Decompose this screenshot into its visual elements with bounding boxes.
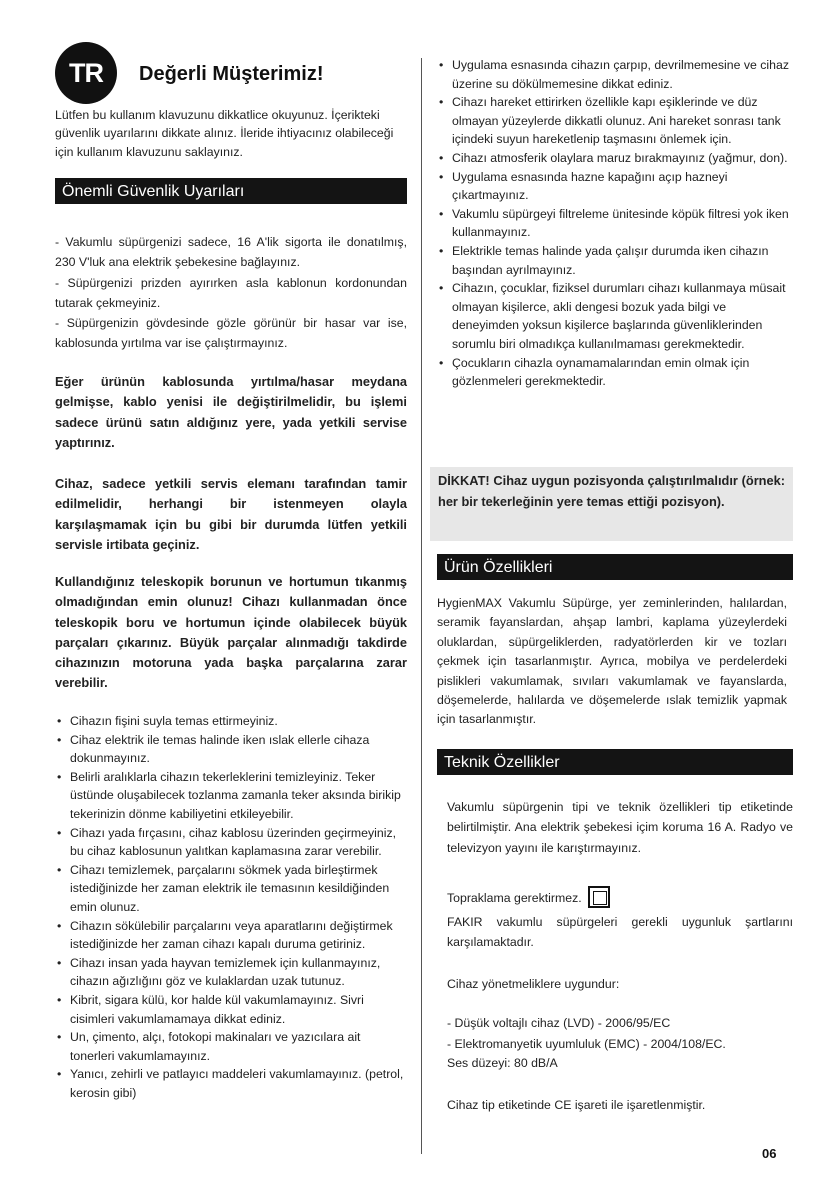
safety-heading: Önemli Güvenlik Uyarıları: [55, 178, 407, 204]
language-badge: TR: [55, 42, 117, 104]
conformity-text: FAKIR vakumlu süpürgeleri gerekli uygunluk şartlarını karşılamaktadır.: [447, 915, 793, 950]
lvd-line: - Düşük voltajlı cihaz (LVD) - 2006/95/EC: [447, 1016, 671, 1030]
list-item: • Cihazı yada fırçasını, cihaz kablosu üzerinden geçirmeyiniz, bu cihaz kablosunun yalıtkan kaplamasına zarar verebilir.: [55, 824, 407, 861]
safety-bullets-left: [55, 712, 407, 1102]
list-item: • Elektrikle temas halinde yada çalışır durumda iken cihazın başından ayrılmayınız.: [437, 242, 793, 279]
intro-paragraph: Lütfen bu kullanım klavuzunu dikkatlice okuyunuz. İçerikteki güvenlik uyarılarını dikkate alınız. İleride ihtiyacınız olabileceği için kullanım klavuzunu saklayınız.: [55, 108, 394, 159]
directives-intro: Cihaz yönetmeliklere uygundur:: [447, 977, 620, 991]
column-divider: [421, 58, 422, 1154]
notice-box: DİKKAT! Cihaz uygun pozisyonda çalıştırılmalıdır (örnek: her bir tekerleğinin yere temas ettiği pozisyon).: [430, 467, 793, 541]
list-item: • Çocukların cihazla oynamamalarından emin olmak için gözlenmeleri gerekmektedir.: [437, 354, 793, 391]
list-item: • Yanıcı, zehirli ve patlayıcı maddeleri vakumlamayınız. (petrol, kerosin gibi): [55, 1065, 407, 1102]
list-item: • Un, çimento, alçı, fotokopi makinaları ve yazıcılara ait tonerleri vakumlamayınız.: [55, 1028, 407, 1065]
class-ii-icon: [588, 886, 610, 908]
list-item: • Cihazı insan yada hayvan temizlemek için kullanmayınız, cihazın ağızlığını göz ve kulaklardan uzak tutunuz.: [55, 954, 407, 991]
page-number: 06: [762, 1146, 777, 1161]
list-item: • Belirli aralıklarla cihazın tekerleklerini temizleyiniz. Teker üstünde oluşabilecek tozlanma zamanla teker aksında birikip tekerinizin dönme kabiliyetini etkileyebilir.: [55, 768, 407, 824]
hose-warning: Kullandığınız teleskopik borunun ve hortumun tıkanmış olmadığından emin olunuz! Cihazı kullanmadan önce teleskopik boru ve hortumun içinde olabilecek büyük parçaları çıkarınız. Büyük parçalar alınmadığı takdirde cihazınızın motoruna yada başka parçalarına zarar verebilir.: [55, 574, 407, 691]
list-item: • Uygulama esnasında hazne kapağını açıp hazneyi çıkartmayınız.: [437, 168, 793, 205]
list-item: • Cihazı atmosferik olaylara maruz bırakmayınız (yağmur, don).: [437, 149, 793, 168]
ce-marking-text: Cihaz tip etiketinde CE işareti ile işaretlenmiştir.: [447, 1098, 706, 1112]
list-item: • Uygulama esnasında cihazın çarpıp, devrilmemesine ve cihaz üzerine su dökülmemesine dikkat ediniz.: [437, 56, 793, 93]
dash-item: - Süpürgenizin gövdesinde gözle görünür bir hasar var ise, kablosunda yırtılma var ise çalıştırmayınız.: [55, 316, 407, 351]
safety-bullets-right: [437, 56, 793, 391]
features-text: HygienMAX Vakumlu Süpürge, yer zeminlerinden, halılardan, seramik fayanslardan, ahşap lambri, kaplama yüzeylerdeki oluklardan, süpürgeliklerden, radyatörlerden kir ve tozları çekmek için tasarlanmıştır. Ayrıca, mobilya ve perdelerdeki pislikleri vakumlamak, sıvıları vakumlamak ve fayanslarda, döşemelerde, halılarda ve döşemelerde ıslak temizlik yapmak için tasarlanmıştır.: [437, 596, 787, 727]
features-heading: Ürün Özellikleri: [437, 554, 793, 580]
grounding-label: Topraklama gerektirmez.: [447, 891, 582, 905]
list-item: • Kibrit, sigara külü, kor halde kül vakumlamayınız. Sivri cisimleri vakumlamamaya dikkat ediniz.: [55, 991, 407, 1028]
grounding-line: [447, 886, 793, 908]
dash-item: - Vakumlu süpürgenizi sadece, 16 A'lik sigorta ile donatılmış, 230 V'luk ana elektrik şebekesine bağlayınız.: [55, 235, 407, 270]
list-item: • Cihazı temizlemek, parçalarını sökmek yada birleştirmek istediğinizde her zaman elektrik ile temasının kesildiğinden emin olunuz.: [55, 861, 407, 917]
list-item: • Cihazın sökülebilir parçalarını veya aparatlarını değiştirmek istediğinizde her zaman cihazı kapalı duruma getiriniz.: [55, 917, 407, 954]
list-item: • Cihaz elektrik ile temas halinde iken ıslak ellerle cihaza dokunmayınız.: [55, 731, 407, 768]
list-item: • Vakumlu süpürgeyi filtreleme ünitesinde köpük filtresi yok iken kullanmayınız.: [437, 205, 793, 242]
technical-text: Vakumlu süpürgenin tipi ve teknik özellikleri tip etiketinde belirtilmiştir. Ana elektrik şebekesi içim koruma 16 A. Radyo ve televizyon yayını ile karıştırmayınız.: [447, 800, 793, 855]
page-title: Değerli Müşterimiz!: [139, 63, 324, 85]
safety-dash-list: [55, 232, 407, 354]
list-item: • Cihazı hareket ettirirken özellikle kapı eşiklerinde ve düz olmayan yüzeylerde dikkatli olunuz. Ani hareket sonrası tank içindeki suyun hareketlenip taşmasını önlemek için.: [437, 93, 793, 149]
list-item: • Cihazın, çocuklar, fiziksel durumları cihazı kullanmaya müsait olmayan kişilerce, akli dengesi bozuk yada bilgi ve deneyimden yoksun kişilerce başlarında güvenliklerinden sorumlu biri olmadıkça kullanılmaması gerekmektedir.: [437, 279, 793, 353]
cable-warning: Eğer ürünün kablosunda yırtılma/hasar meydana gelmişse, kablo yenisi ile değiştirilmelidir, bu işlemi sadece ürünü satın aldığınız yere, yada yetkili servise yaptırınız.: [55, 374, 407, 450]
service-warning: Cihaz, sadece yetkili servis elemanı tarafından tamir edilmelidir, herhangi bir istenmeyen olayla karşılaşmamak için bu gibi bir durumda lütfen yetkili servisle irtibata geçiniz.: [55, 476, 407, 552]
noise-level: Ses düzeyi: 80 dB/A: [447, 1056, 558, 1070]
dash-item: - Süpürgenizi prizden ayırırken asla kablonun kordonundan tutarak çekmeyiniz.: [55, 275, 407, 310]
emc-line: - Elektromanyetik uyumluluk (EMC) - 2004/108/EC.: [447, 1037, 726, 1051]
list-item: • Cihazın fişini suyla temas ettirmeyiniz.: [55, 712, 407, 731]
technical-heading: Teknik Özellikler: [437, 749, 793, 775]
